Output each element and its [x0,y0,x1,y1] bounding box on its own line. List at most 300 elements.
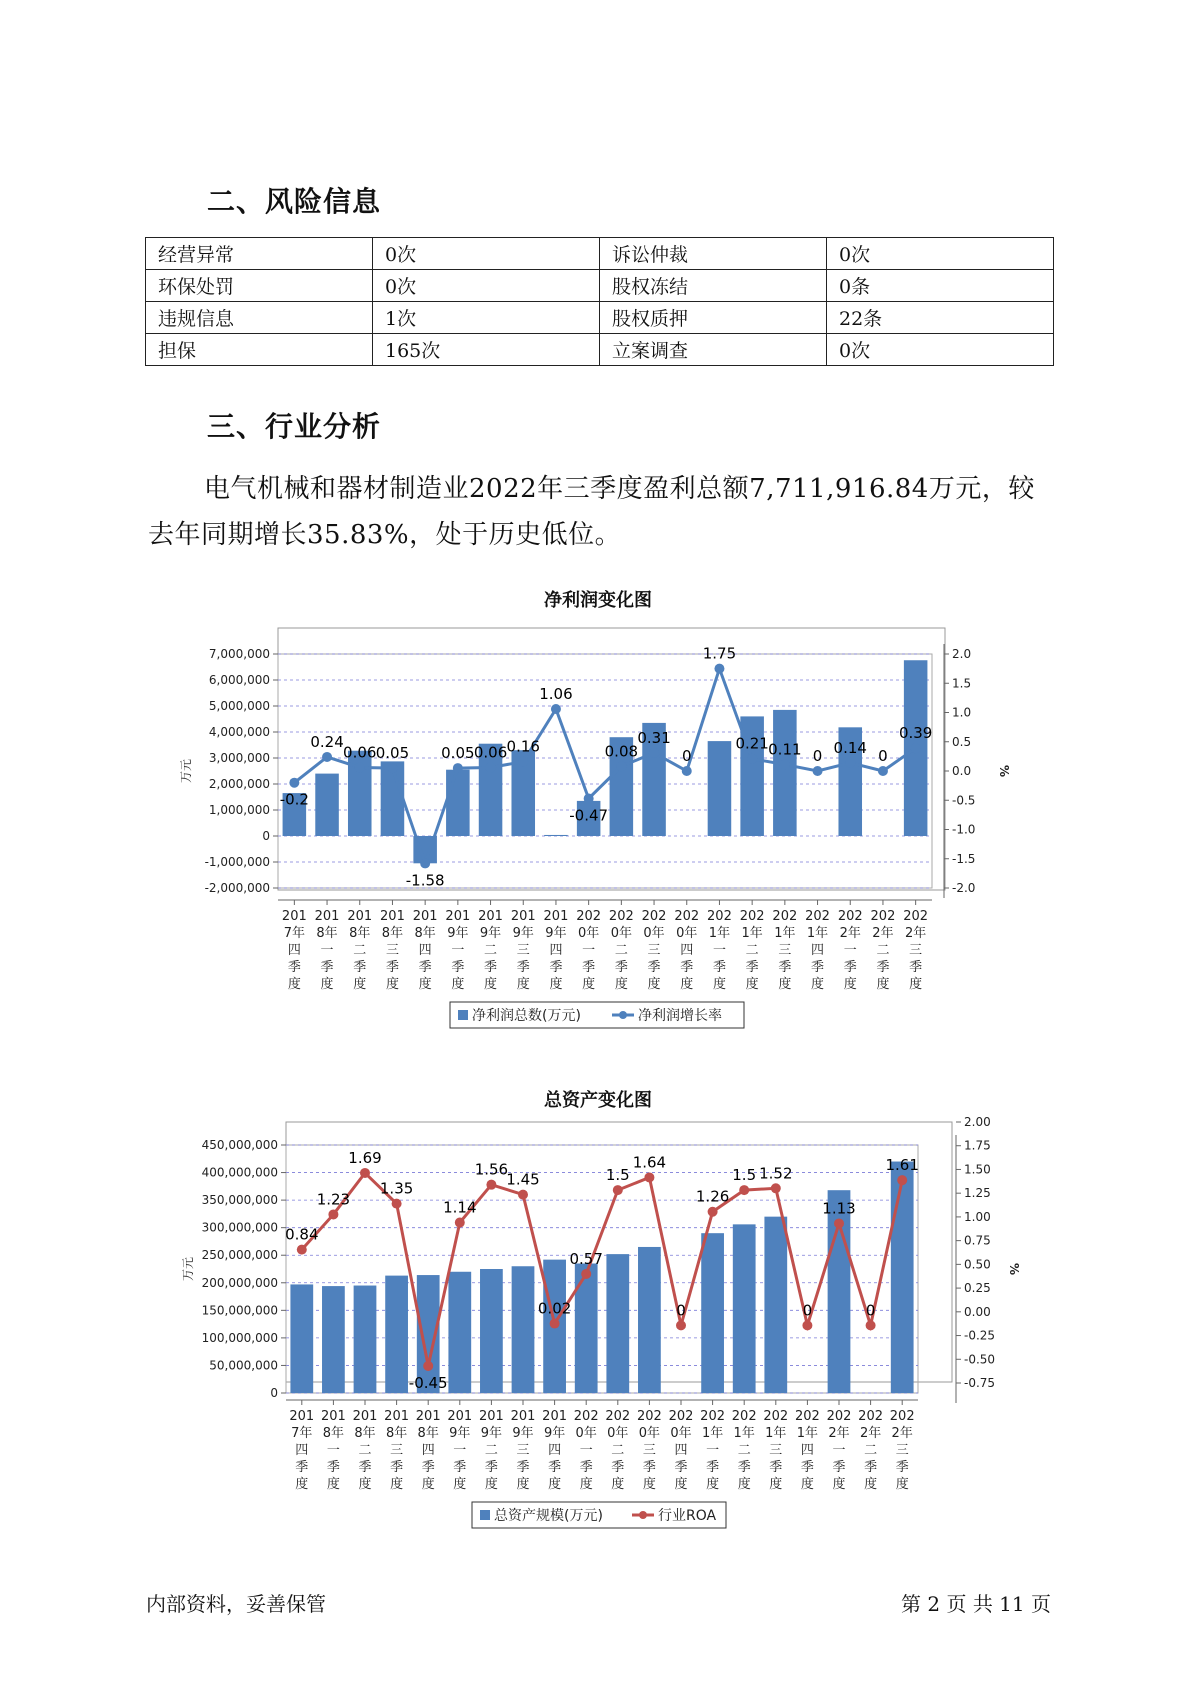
x-tick-label: 201 [281,909,307,924]
x-tick-label: 四 [287,943,301,958]
x-tick-label: 1年 [774,926,796,941]
y-tick-label: 0 [270,1386,278,1400]
y2-tick-label: -0.75 [964,1376,996,1390]
x-tick-label: 2年 [839,926,861,941]
x-tick-label: 度 [484,1477,498,1492]
line-point [616,761,626,771]
data-label: 1.52 [759,1164,793,1183]
x-tick-label: 季 [451,960,465,975]
x-tick-label: 季 [832,1460,846,1475]
bar [891,1162,914,1393]
x-tick-label: 201 [447,1409,473,1424]
x-tick-label: 季 [611,1460,625,1475]
line-point [486,1180,496,1190]
line-point [714,664,724,674]
x-tick-label: 三 [909,943,923,958]
line-point [739,1185,749,1195]
line-point [771,1183,781,1193]
legend-bar-swatch [458,1010,468,1020]
line-point [802,1320,812,1330]
line-point [360,1168,370,1178]
x-tick-label: 202 [903,909,929,924]
x-tick-label: 度 [295,1477,309,1492]
x-tick-label: 度 [579,1477,593,1492]
y2-tick-label: 1.5 [952,676,972,691]
bar [575,1263,598,1393]
x-tick-label: 2年 [859,1426,882,1441]
x-tick-label: 季 [745,960,759,975]
x-tick-label: 8年 [417,1426,439,1441]
line-point [392,1199,402,1209]
line-point [747,754,757,764]
x-tick-label: 三 [647,943,661,958]
x-tick-label: 季 [421,1460,435,1475]
data-label: 0.16 [506,737,540,756]
data-label: 0.06 [473,743,508,762]
line-point [328,1209,338,1219]
x-tick-label: 9年 [512,1426,534,1441]
net-profit-chart [0,610,1191,1090]
x-tick-label: 季 [358,1460,372,1475]
data-label: 1.14 [443,1198,477,1217]
bar [764,1217,787,1393]
risk-value-cell: 0次 [827,238,1054,270]
x-tick-label: 202 [707,909,732,924]
x-tick-label: 201 [347,909,373,924]
x-tick-label: 度 [390,1477,404,1492]
risk-value-cell: 0次 [373,270,600,302]
data-label: 1.45 [506,1170,540,1189]
risk-label-cell: 违规信息 [146,302,373,334]
line-point [813,766,823,776]
legend-bar-label: 总资产规模(万元) [494,1508,603,1524]
x-tick-label: 202 [573,1409,599,1424]
x-tick-label: 度 [453,1477,467,1492]
y2-tick-label: -0.50 [964,1352,996,1367]
data-label: 0 [681,747,692,765]
line-point [682,766,692,776]
x-tick-label: 三 [516,943,530,958]
y2-tick-label: 1.00 [964,1209,991,1224]
x-tick-label: 季 [811,960,825,975]
x-tick-label: 三 [778,943,792,958]
x-tick-label: 0年 [607,1426,629,1441]
x-tick-label: 四 [680,943,694,958]
footer-confidential: 内部资料，妥善保管 [146,1592,326,1616]
x-tick-label: 8年 [385,1426,408,1441]
x-tick-label: 度 [909,977,923,992]
x-tick-label: 三 [642,1443,656,1458]
x-tick-label: 度 [647,977,661,992]
y2-tick-label: 1.75 [964,1138,991,1153]
x-tick-label: 度 [326,1477,340,1492]
line-point [355,762,365,772]
x-tick-label: 季 [895,1460,909,1475]
y-tick-label: 3,000,000 [208,751,270,765]
bar [708,741,732,836]
x-tick-label: 度 [353,977,367,992]
x-tick-label: 二 [484,1443,498,1458]
x-tick-label: 度 [385,977,399,992]
y2-tick-label: 1.25 [964,1186,991,1201]
risk-value-cell: 0条 [827,270,1054,302]
y-tick-label: 6,000,000 [208,673,270,687]
bar [448,1272,471,1393]
x-tick-label: 三 [385,943,399,958]
risk-table-row [146,334,1054,366]
x-tick-label: 季 [418,960,432,975]
bar [773,710,797,836]
x-tick-label: 201 [543,909,569,924]
x-tick-label: 度 [680,977,694,992]
data-label: 0.84 [285,1225,319,1244]
y2-tick-label: 0.00 [964,1304,991,1319]
data-label: 1.69 [348,1148,382,1167]
y2-tick-label: 2.0 [952,647,972,661]
risk-table [145,237,1054,366]
y2-tick-label: -0.5 [952,793,976,808]
x-tick-label: 四 [674,1443,688,1458]
line-point [878,766,888,776]
x-tick-label: 季 [548,1460,562,1475]
x-tick-label: 二 [876,943,890,958]
x-tick-label: 202 [826,1409,852,1424]
x-tick-label: 1年 [806,926,829,941]
x-tick-label: 度 [843,977,857,992]
x-tick-label: 202 [608,909,634,924]
x-tick-label: 度 [320,977,334,992]
x-tick-label: 三 [516,1443,530,1458]
bar [733,1224,756,1393]
x-tick-label: 1年 [708,926,731,941]
legend-line-marker [639,1511,647,1519]
x-tick-label: 一 [579,1443,593,1458]
x-tick-label: 2年 [828,1426,850,1441]
data-label: 0 [802,1301,813,1320]
y-tick-label: -1,000,000 [204,855,270,869]
x-tick-label: 季 [800,1460,814,1475]
x-tick-label: 二 [353,943,367,958]
data-label: 1.13 [822,1199,856,1218]
y-axis-label: 万元 [181,1256,195,1282]
x-tick-label: 201 [542,1409,568,1424]
x-tick-label: 度 [548,1477,562,1492]
y2-tick-label: 0.75 [964,1233,991,1248]
data-label: 0.11 [768,740,802,759]
legend-line-label: 行业ROA [658,1508,717,1524]
x-tick-label: 度 [642,1477,656,1492]
x-tick-label: 7年 [283,926,305,941]
x-tick-label: 度 [706,1477,720,1492]
x-tick-label: 季 [647,960,661,975]
y-axis-label: 万元 [179,758,193,784]
x-tick-label: 1年 [741,926,763,941]
x-tick-label: 1年 [765,1426,787,1441]
x-tick-label: 季 [778,960,792,975]
y-tick-label: 7,000,000 [208,647,270,661]
y2-tick-label: 2.00 [964,1115,991,1129]
x-tick-label: 0年 [638,1426,661,1441]
x-tick-label: 202 [772,909,798,924]
x-tick-label: 0年 [676,926,698,941]
x-tick-label: 202 [641,909,667,924]
y-tick-label: 150,000,000 [201,1303,278,1318]
x-tick-label: 二 [864,1443,878,1458]
bar [385,1276,408,1393]
bar [701,1233,724,1393]
data-label: 0 [812,747,823,765]
x-tick-label: 度 [745,977,759,992]
x-tick-label: 9年 [545,926,567,941]
risk-label-cell: 股权质押 [600,302,827,334]
y2-tick-label: 0.5 [952,734,972,749]
x-tick-label: 度 [614,977,628,992]
y-tick-label: 50,000,000 [209,1358,278,1373]
risk-label-cell: 诉讼仲裁 [600,238,827,270]
line-point [518,1190,528,1200]
data-label: -1.58 [405,871,445,890]
x-tick-label: 202 [636,1409,662,1424]
x-tick-label: 202 [731,1409,757,1424]
x-tick-label: 季 [390,1460,404,1475]
y-tick-label: 1,000,000 [208,803,270,817]
x-tick-label: 202 [763,1409,789,1424]
x-tick-label: 度 [769,1477,783,1492]
x-tick-label: 季 [876,960,890,975]
x-tick-label: 季 [674,1460,688,1475]
y2-axis-label: % [1007,1262,1021,1276]
x-tick-label: 季 [484,960,498,975]
risk-label-cell: 经营异常 [146,238,373,270]
x-tick-label: 201 [352,1409,378,1424]
x-tick-label: 度 [418,977,432,992]
bar [315,774,339,836]
line-point [584,793,594,803]
y2-tick-label: 1.50 [964,1162,991,1177]
line-point [866,1320,876,1330]
data-label: 1.61 [885,1156,919,1175]
x-tick-label: 1年 [796,1426,819,1441]
x-tick-label: 1年 [733,1426,755,1441]
line-point [897,1175,907,1185]
x-tick-label: 9年 [512,926,534,941]
x-tick-label: 0年 [575,1426,597,1441]
x-tick-label: 二 [611,1443,625,1458]
y2-tick-label: -0.25 [964,1328,996,1343]
x-tick-label: 二 [358,1443,372,1458]
x-tick-label: 度 [895,1477,909,1492]
x-tick-label: 201 [510,1409,536,1424]
legend-line-label: 净利润增长率 [638,1008,722,1024]
x-tick-label: 季 [680,960,694,975]
x-tick-label: 202 [870,909,896,924]
x-tick-label: 201 [415,1409,441,1424]
x-tick-label: 202 [576,909,602,924]
data-label: 0.08 [604,742,639,761]
y-tick-label: 350,000,000 [201,1193,278,1208]
data-label: 1.35 [379,1179,414,1198]
x-tick-label: 202 [700,1409,726,1424]
risk-value-cell: 1次 [373,302,600,334]
data-label: 1.23 [316,1190,351,1209]
bar [544,835,568,836]
y2-tick-label: -1.5 [952,851,976,866]
x-tick-label: 8年 [316,926,338,941]
data-label: 0 [878,747,888,765]
data-label: 0 [676,1301,686,1320]
x-tick-label: 季 [320,960,334,975]
line-point [708,1207,718,1217]
data-label: 1.64 [632,1153,667,1172]
x-tick-label: 8年 [414,926,436,941]
x-tick-label: 季 [385,960,399,975]
bar [638,1247,661,1393]
x-tick-label: 一 [582,943,596,958]
x-tick-label: 三 [390,1443,404,1458]
risk-table-row [146,238,1054,270]
industry-paragraph: 电气机械和器材制造业2022年三季度盈利总额7,711,916.84万元，较去年同期增长35.83%，处于历史低位。 [148,474,1035,550]
x-tick-label: 8年 [354,1426,376,1441]
line-point [644,1172,654,1182]
data-label: -0.2 [279,790,309,809]
y-tick-label: 4,000,000 [208,725,270,739]
x-tick-label: 201 [384,1409,410,1424]
x-tick-label: 度 [674,1477,688,1492]
data-label: 1.26 [695,1187,730,1206]
risk-value-cell: 165次 [373,334,600,366]
x-tick-label: 0年 [643,926,665,941]
x-tick-label: 2年 [891,1426,913,1441]
total-assets-chart [0,1110,1191,1540]
x-tick-label: 二 [484,943,498,958]
plot-area [278,654,932,888]
x-tick-label: 季 [843,960,857,975]
x-tick-label: 一 [453,1443,467,1458]
x-tick-label: 季 [864,1460,878,1475]
y-tick-label: 250,000,000 [201,1248,278,1263]
risk-label-cell: 担保 [146,334,373,366]
x-tick-label: 季 [484,1460,498,1475]
x-tick-label: 202 [605,1409,631,1424]
x-tick-label: 度 [582,977,596,992]
x-tick-label: 四 [549,943,563,958]
y-tick-label: 300,000,000 [201,1220,278,1235]
x-tick-label: 二 [737,1443,751,1458]
data-label: 0.39 [898,724,933,743]
risk-table-row [146,302,1054,334]
bar [606,1254,629,1393]
x-tick-label: 季 [706,1460,720,1475]
x-tick-label: 度 [800,1477,814,1492]
line-point [486,762,496,772]
x-tick-label: 201 [314,909,340,924]
x-tick-label: 9年 [543,1426,566,1441]
data-label: 0.02 [537,1299,572,1318]
data-label: -0.47 [569,806,609,825]
footer-page-number: 第 2 页 共 11 页 [901,1592,1051,1616]
x-tick-label: 二 [745,943,759,958]
risk-value-cell: 0次 [827,334,1054,366]
x-tick-label: 202 [837,909,863,924]
x-tick-label: 度 [287,977,301,992]
x-tick-label: 度 [811,977,825,992]
data-label: 0.21 [735,734,769,753]
x-tick-label: 四 [811,943,825,958]
x-tick-label: 9年 [447,926,469,941]
x-tick-label: 四 [548,1443,562,1458]
data-label: 1.5 [605,1166,630,1185]
x-tick-label: 201 [412,909,438,924]
data-label: 1.5 [732,1166,757,1185]
line-point [845,758,855,768]
line-point [297,1245,307,1255]
line-point [423,1361,433,1371]
risk-label-cell: 立案调查 [600,334,827,366]
x-tick-label: 季 [712,960,726,975]
line-point [551,704,561,714]
x-tick-label: 季 [295,1460,309,1475]
x-tick-label: 二 [614,943,628,958]
bar [446,770,470,836]
legend-bar-label: 净利润总数(万元) [472,1008,581,1024]
line-point [453,763,463,773]
chart-title-net-profit: 净利润变化图 [544,590,652,611]
x-tick-label: 季 [516,960,530,975]
x-tick-label: 1年 [701,1426,724,1441]
x-tick-label: 一 [832,1443,846,1458]
data-label: 0.05 [441,744,475,763]
x-tick-label: 四 [421,1443,435,1458]
data-label: 1.06 [539,684,573,703]
x-tick-label: 2年 [872,926,894,941]
line-point [911,743,921,753]
x-tick-label: 201 [478,1409,504,1424]
x-tick-label: 201 [289,1409,315,1424]
x-tick-label: 9年 [480,1426,503,1441]
x-tick-label: 8年 [381,926,404,941]
x-tick-label: 四 [418,943,432,958]
x-tick-label: 三 [895,1443,909,1458]
x-tick-label: 0年 [610,926,632,941]
data-label: 1.75 [702,644,737,663]
y-tick-label: 0 [262,829,270,843]
x-tick-label: 0年 [578,926,600,941]
line-point [518,757,528,767]
x-tick-label: 201 [445,909,471,924]
x-tick-label: 0年 [670,1426,692,1441]
data-label: 0.14 [833,738,867,757]
data-label: 0.57 [569,1249,603,1268]
x-tick-label: 201 [478,909,503,924]
x-tick-label: 一 [843,943,857,958]
x-tick-label: 度 [712,977,726,992]
x-tick-label: 季 [353,960,367,975]
x-tick-label: 季 [579,1460,593,1475]
x-tick-label: 季 [287,960,301,975]
data-label: 0.31 [637,728,671,747]
data-label: 0.05 [375,744,410,763]
x-tick-label: 季 [549,960,563,975]
line-point [676,1320,686,1330]
x-tick-label: 度 [451,977,465,992]
x-tick-label: 季 [582,960,596,975]
y-tick-label: 200,000,000 [201,1275,278,1290]
line-point [649,748,659,758]
x-tick-label: 度 [421,1477,435,1492]
bar [480,1269,503,1393]
x-tick-label: 季 [326,1460,340,1475]
y2-tick-label: -1.0 [952,822,976,837]
